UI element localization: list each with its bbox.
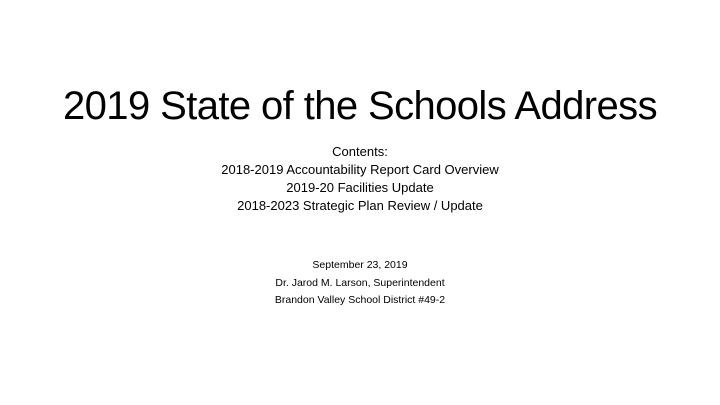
presentation-date: September 23, 2019: [312, 259, 408, 271]
presenter-info: [0, 257, 720, 310]
contents-section: [0, 143, 720, 215]
district-name: Brandon Valley School District #49-2: [274, 294, 446, 306]
contents-item: 2019-20 Facilities Update: [286, 180, 434, 195]
contents-item: 2018-2019 Accountability Report Card Overview: [221, 162, 499, 177]
presenter-name: Dr. Jarod M. Larson, Superintendent: [275, 276, 445, 289]
contents-heading: Contents:: [332, 144, 388, 159]
slide-title: 2019 State of the Schools Address: [63, 84, 657, 128]
contents-item: 2018-2023 Strategic Plan Review / Update: [237, 198, 483, 213]
